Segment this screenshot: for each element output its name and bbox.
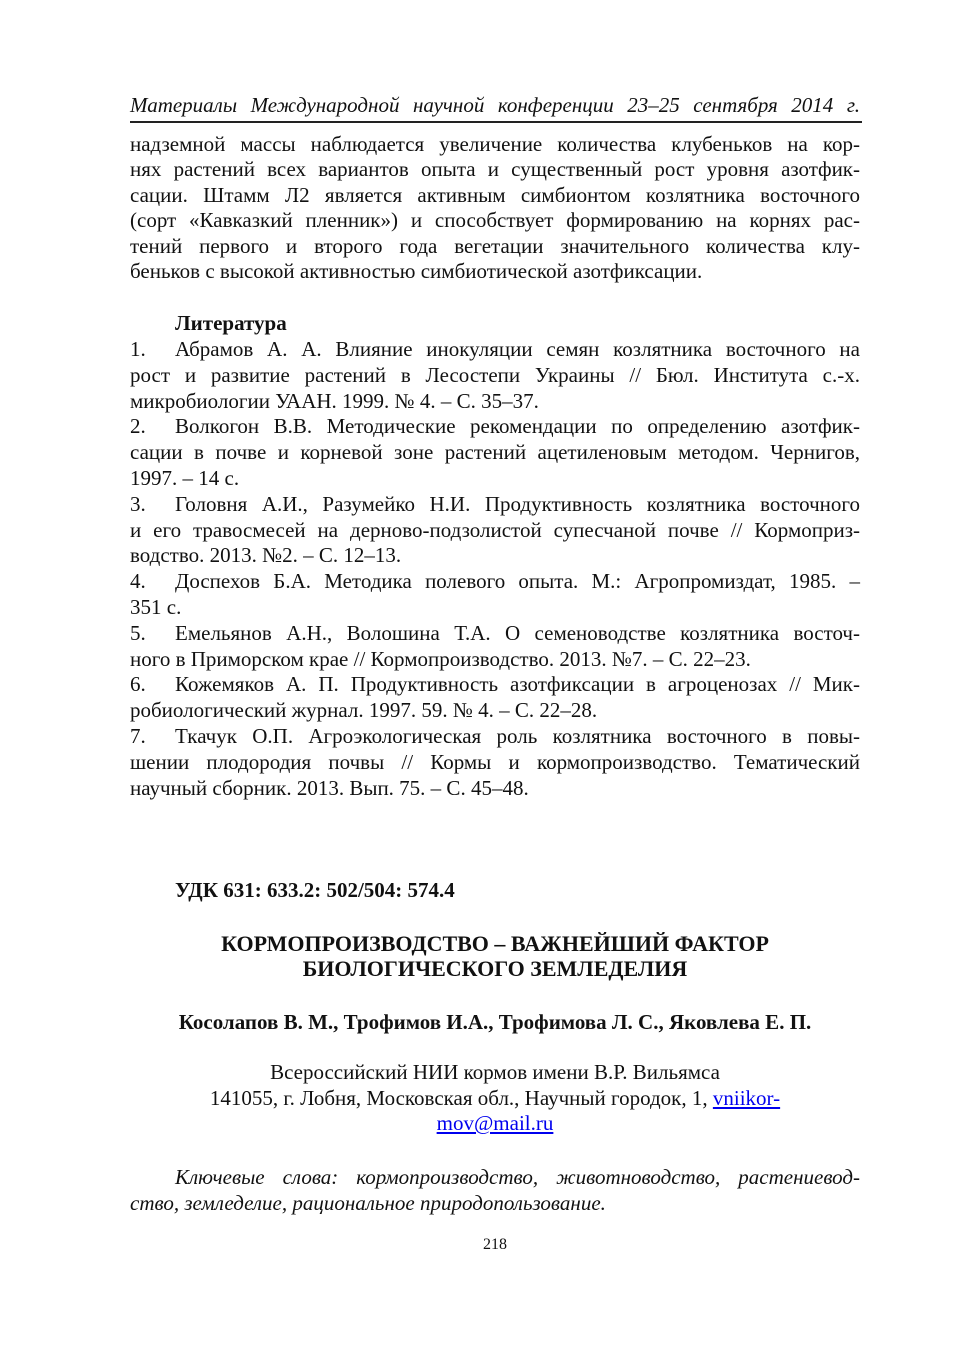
article-title-line: БИОЛОГИЧЕСКОГО ЗЕМЛЕДЕЛИЯ (302, 955, 688, 981)
reference-item (130, 492, 860, 569)
reference-item (130, 414, 860, 491)
email-link-part2[interactable]: mov@mail.ru (436, 1111, 554, 1135)
paragraph-line: (сорт «Кавказкий пленник») и способствует формированию на корнях рас- (130, 208, 860, 233)
paragraph-line: беньков с высокой активностью симбиотической азотфиксации. (130, 259, 703, 284)
reference-item (130, 569, 860, 621)
reference-number: 7. (130, 723, 146, 748)
postal-address: 141055, г. Лобня, Московская обл., Научный городок, 1, (209, 1085, 708, 1110)
reference-line: и его травосмесей на дерново-подзолистой супесчаной почве // Кормоприз- (130, 517, 860, 542)
references-heading: Литература (175, 311, 287, 335)
reference-line: сации в почве и корневой зоне растений ацетиленовым методом. Чернигов, (130, 440, 860, 465)
reference-line: Головня А.И., Разумейко Н.И. Продуктивность козлятника восточного (175, 491, 860, 516)
reference-line: 1997. – 14 с. (130, 465, 240, 490)
paragraph-line: тений первого и второго года вегетации значительного количества клу- (130, 233, 860, 258)
reference-line: микробиологии УААН. 1999. № 4. – С. 35–37. (130, 388, 539, 413)
reference-line: Волкогон В.В. Методические рекомендации по определению азотфик- (175, 414, 860, 439)
address-line (130, 1086, 860, 1112)
reference-first-line (130, 337, 860, 363)
keywords-line (130, 1164, 860, 1190)
reference-line: 351 с. (130, 594, 182, 619)
reference-number: 5. (130, 620, 146, 645)
article-title-line: КОРМОПРОИЗВОДСТВО – ВАЖНЕЙШИЙ ФАКТОР (221, 930, 769, 956)
reference-item (130, 337, 860, 414)
reference-first-line (130, 492, 860, 518)
institution-name: Всероссийский НИИ кормов имени В.Р. Вильямса (270, 1060, 720, 1084)
reference-line: Абрамов А. А. Влияние инокуляции семян козлятника восточного на (175, 337, 860, 361)
references-list (130, 337, 860, 801)
reference-line: робиологический журнал. 1997. 59. № 4. – С. 22–28. (130, 698, 598, 723)
keywords-label: Ключевые слова: (175, 1165, 339, 1189)
reference-line: ного в Приморском крае // Кормопроизводство. 2013. №7. – С. 22–23. (130, 646, 751, 671)
reference-first-line (130, 414, 860, 440)
article-authors: Косолапов В. М., Трофимов И.А., Трофимова Л. С., Яковлева Е. П. (178, 1010, 812, 1034)
page-number: 218 (483, 1236, 507, 1253)
paragraph-line: надземной массы наблюдается увеличение количества клубеньков на кор- (130, 132, 860, 156)
reference-first-line (130, 621, 860, 647)
reference-item (130, 724, 860, 801)
reference-line: Ткачук О.П. Агроэкологическая роль козлятника восточного в повы- (175, 723, 860, 748)
keywords-line: ство, земледелие, рациональное природопользование. (130, 1191, 606, 1215)
reference-first-line (130, 569, 860, 595)
reference-line: научный сборник. 2013. Вып. 75. – С. 45–48. (130, 775, 529, 800)
keywords (130, 1164, 860, 1216)
running-header-title: Материалы Международной научной конференции 23–25 сентября 2014 г. (130, 93, 860, 117)
reference-number: 3. (130, 491, 146, 516)
paragraph-line: сации. Штамм Л2 является активным симбионтом козлятника восточного (130, 182, 860, 207)
reference-first-line (130, 724, 860, 750)
reference-line: рост и развитие растений в Лесостепи Украины // Бюл. Института с.-х. (130, 362, 860, 387)
udc-code: УДК 631: 633.2: 502/504: 574.4 (175, 878, 455, 902)
article-title (130, 931, 860, 981)
header-rule (130, 121, 862, 123)
reference-line: шении плодородия почвы // Кормы и кормопроизводство. Тематический (130, 749, 860, 774)
reference-number: 6. (130, 672, 146, 697)
reference-line: Доспехов Б.А. Методика полевого опыта. М.: Агропромиздат, 1985. – (175, 569, 860, 594)
reference-item (130, 672, 860, 724)
reference-number: 2. (130, 414, 146, 439)
reference-first-line (130, 672, 860, 698)
affiliation (130, 1060, 860, 1137)
reference-number: 1. (130, 337, 146, 361)
reference-line: водство. 2013. №2. – С. 12–13. (130, 543, 402, 568)
reference-item (130, 621, 860, 673)
paragraph-line: нях растений всех вариантов опыта и существенный рост уровня азотфик- (130, 157, 860, 182)
reference-line: Емельянов А.Н., Волошина Т.А. О семеноводстве козлятника восточ- (175, 620, 860, 645)
email-line (130, 1111, 860, 1137)
keywords-text: кормопроизводство, животноводство, растениевод- (356, 1165, 860, 1189)
intro-paragraph (130, 132, 860, 284)
reference-number: 4. (130, 569, 146, 594)
running-header (130, 92, 860, 118)
reference-line: Кожемяков А. П. Продуктивность азотфиксации в агроценозах // Мик- (175, 672, 860, 697)
email-link-part1[interactable]: vniikor- (712, 1085, 781, 1110)
